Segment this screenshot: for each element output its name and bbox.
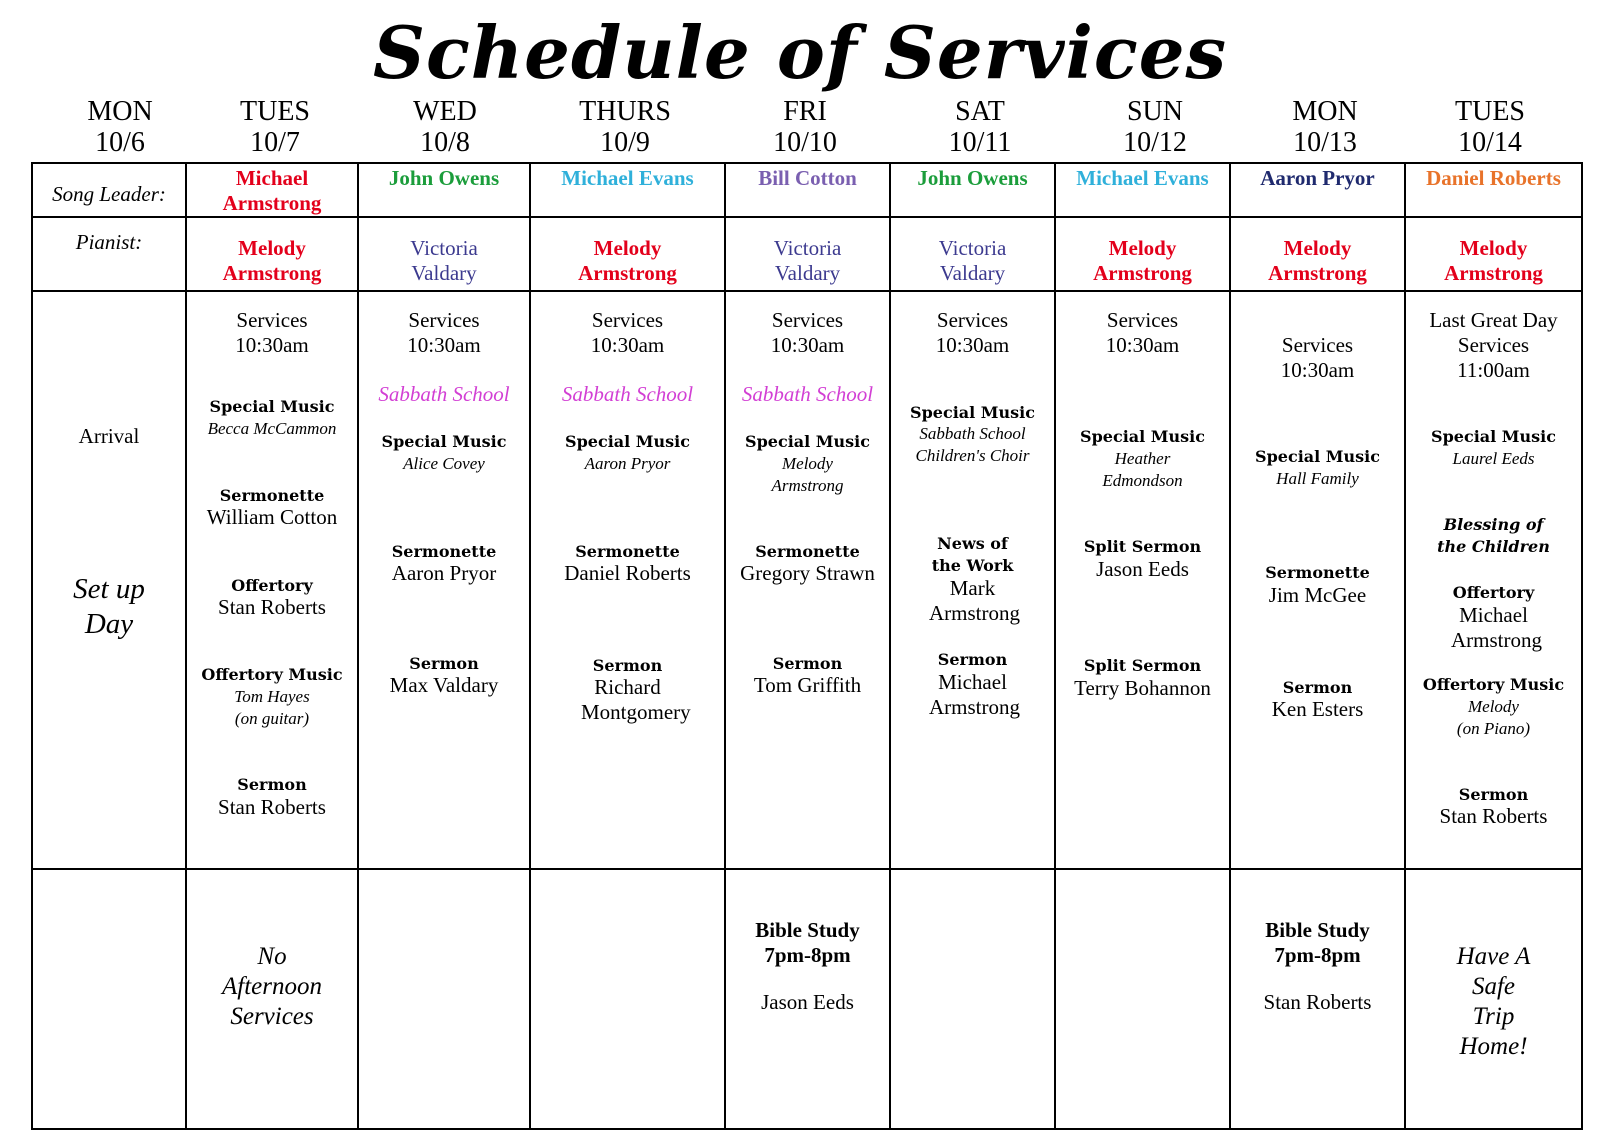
arrival-text: Arrival [78, 424, 140, 448]
day-header: SUN 10/12 [1123, 96, 1187, 158]
sunday-main-cell: Services 10:30am Special Music Heather Edmondson Split Sermon Jason Eeds Split Sermon Terry Bohannon [1055, 291, 1230, 869]
page-title: Schedule of Services [372, 10, 1228, 95]
afternoon-cell [1055, 869, 1230, 1129]
afternoon-cell: Bible Study 7pm-8pm Jason Eeds [725, 869, 890, 1129]
song-leader-label: Song Leader: [32, 163, 186, 217]
services-row [32, 291, 1582, 869]
day-header: TUES 10/14 [1455, 96, 1525, 158]
day-header: SAT 10/11 [948, 96, 1012, 158]
wednesday-main-cell: Services 10:30am Sabbath School Special Music Alice Covey Sermonette Aaron Pryor Sermon Max Valdary [358, 291, 530, 869]
sabbath-school-label: Sabbath School [561, 382, 694, 406]
monday-main-cell [32, 291, 186, 869]
pianist-cell: Victoria Valdary [725, 217, 890, 291]
day-header: THURS 10/9 [579, 96, 671, 158]
song-leader-cell: John Owens [358, 163, 530, 217]
pianist-cell: Victoria Valdary [358, 217, 530, 291]
pianist-cell: Victoria Valdary [890, 217, 1055, 291]
day-header: MON 10/13 [1292, 96, 1358, 158]
pianist-label: Pianist: [32, 217, 186, 291]
song-leader-cell: Bill Cotton [725, 163, 890, 217]
tuesday-main-cell: Services 10:30am Special Music Becca McCammon Sermonette William Cotton Offertory Stan Roberts Offertory Music Tom Hayes (on guitar) Sermon Stan Roberts [186, 291, 358, 869]
song-leader-cell: Daniel Roberts [1405, 163, 1582, 217]
song-leader-cell: Michael Evans [1055, 163, 1230, 217]
day-header: TUES 10/7 [240, 96, 310, 158]
setup-day-text: Set up Day [73, 573, 145, 640]
friday-main-cell: Services 10:30am Sabbath School Special Music Melody Armstrong Sermonette Gregory Strawn Sermon Tom Griffith [725, 291, 890, 869]
afternoon-cell [890, 869, 1055, 1129]
thursday-main-cell: Services 10:30am Sabbath School Special Music Aaron Pryor Sermonette Daniel Roberts Sermon Richard Montgomery [530, 291, 725, 869]
pianist-cell: Melody Armstrong [1230, 217, 1405, 291]
song-leader-cell: John Owens [890, 163, 1055, 217]
schedule-table [31, 162, 1583, 1130]
song-leader-cell: Michael Evans [530, 163, 725, 217]
song-leader-row [32, 163, 1582, 217]
afternoon-cell: No Afternoon Services [186, 869, 358, 1129]
afternoon-cell [32, 869, 186, 1129]
afternoon-cell: Have A Safe Trip Home! [1405, 869, 1582, 1129]
afternoon-cell [530, 869, 725, 1129]
pianist-cell: Melody Armstrong [530, 217, 725, 291]
saturday-main-cell: Services 10:30am Special Music Sabbath School Children's Choir News of the Work Mark Armstrong Sermon Michael Armstrong [890, 291, 1055, 869]
sabbath-school-label: Sabbath School [378, 382, 510, 406]
monday2-main-cell: Services 10:30am Special Music Hall Family Sermonette Jim McGee Sermon Ken Esters [1230, 291, 1405, 869]
day-header: FRI 10/10 [773, 96, 837, 158]
tuesday2-main-cell: Last Great Day Services 11:00am Special Music Laurel Eeds Blessing of the Children Offertory Michael Armstrong Offertory Music Melody (on Piano) Sermon Stan Roberts [1405, 291, 1582, 869]
day-header: MON 10/6 [87, 96, 153, 158]
song-leader-cell: Aaron Pryor [1230, 163, 1405, 217]
sabbath-school-label: Sabbath School [741, 382, 874, 406]
pianist-cell: Melody Armstrong [1405, 217, 1582, 291]
afternoon-cell: Bible Study 7pm-8pm Stan Roberts [1230, 869, 1405, 1129]
pianist-cell: Melody Armstrong [186, 217, 358, 291]
day-header: WED 10/8 [413, 96, 477, 158]
pianist-cell: Melody Armstrong [1055, 217, 1230, 291]
pianist-row [32, 217, 1582, 291]
song-leader-cell: Michael Armstrong [186, 163, 358, 217]
afternoon-row [32, 869, 1582, 1129]
afternoon-cell [358, 869, 530, 1129]
